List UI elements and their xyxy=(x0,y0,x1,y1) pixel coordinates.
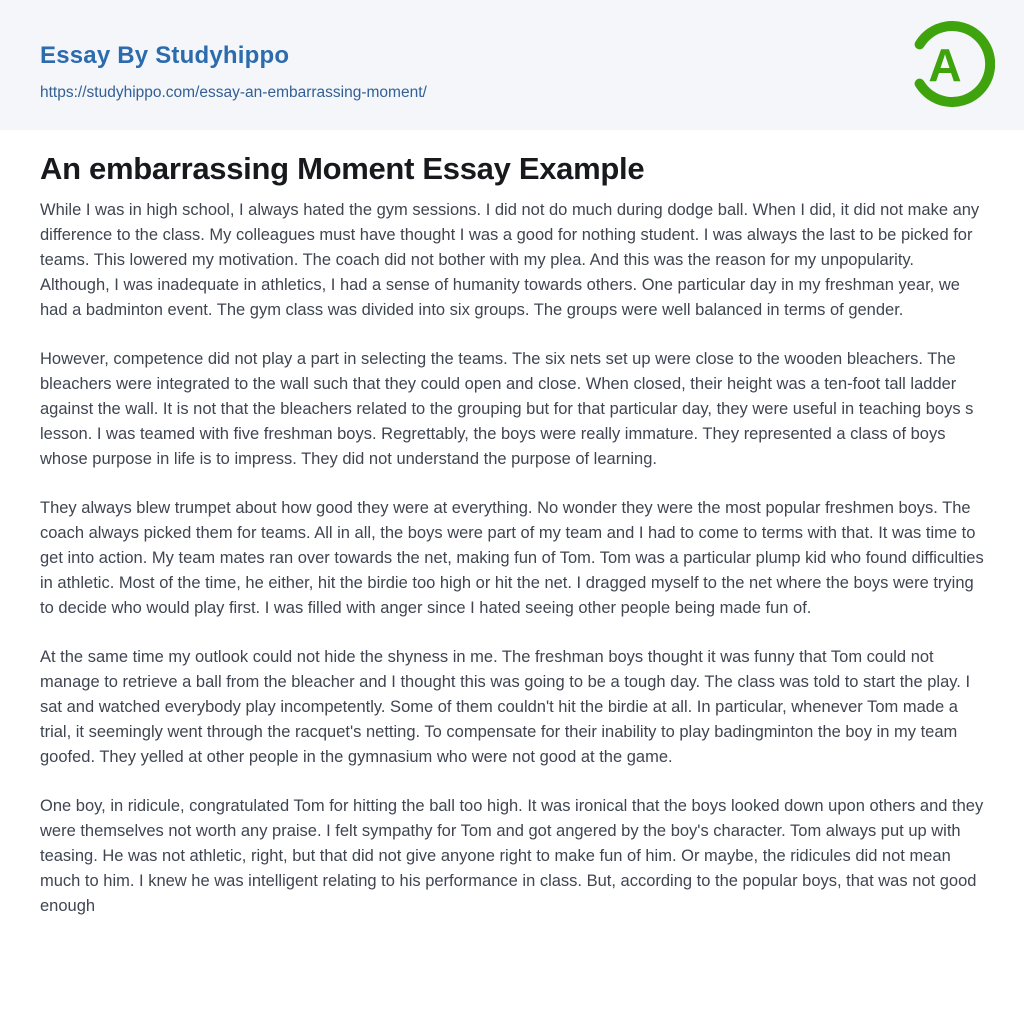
essay-paragraph-3: They always blew trumpet about how good they were at everything. No wonder they were the most popular freshmen boys. The coach always picked them for teams. All in all, the boys were part of my team and I had to come to terms with that. It was time to get into action. My team mates ran over towards the net, making fun of Tom. Tom was a particular plump kid who found difficulties in athletic. Most of the time, he either, hit the birdie too high or hit the net. I dragged myself to the net where the boys were trying to decide who would play first. I was filled with anger since I hated seeing other people being made fun of. xyxy=(40,499,984,617)
essay-paragraph-2: However, competence did not play a part in selecting the teams. The six nets set up were close to the wooden bleachers. The bleachers were integrated to the wall such that they could open and close. When closed, their height was a ten-foot tall ladder against the wall. It is not that the bleachers related to the grouping but for that particular day, they were useful in teaching boys s lesson. I was teamed with five freshman boys. Regrettably, the boys were really immature. They represented a class of boys whose purpose in life is to impress. They did not understand the purpose of learning. xyxy=(40,350,974,468)
page-header xyxy=(0,0,1024,130)
essay-paragraph-4: At the same time my outlook could not hide the shyness in me. The freshman boys thought it was funny that Tom could not manage to retrieve a ball from the bleacher and I thought this was going to be a tough day. The class was told to start the play. I sat and watched everybody play incompetently. Some of them couldn't hit the birdie at all. In particular, whenever Tom made a trial, it seemingly went through the racquet's netting. To compensate for their inability to play badingminton the boy in my team goofed. They yelled at other people in the gymnasium who were not good at the game. xyxy=(40,648,971,766)
article-heading: An embarrassing Moment Essay Example xyxy=(40,151,645,186)
source-url-link[interactable]: https://studyhippo.com/essay-an-embarrassing-moment/ xyxy=(40,84,427,101)
article-body xyxy=(0,130,1024,919)
studyhippo-logo-icon xyxy=(909,21,995,107)
essay-paragraph-1: While I was in high school, I always hated the gym sessions. I did not do much during dodge ball. When I did, it did not make any difference to the class. My colleagues must have thought I was a good for nothing student. I was always the last to be picked for teams. This lowered my motivation. The coach did not bother with my plea. And this was the reason for my unpopularity. Although, I was inadequate in athletics, I had a sense of humanity towards others. One particular day in my freshman year, we had a badminton event. The gym class was divided into six groups. The groups were well balanced in terms of gender. xyxy=(40,201,980,319)
brand-title: Essay By Studyhippo xyxy=(40,42,290,69)
essay-paragraph-5: One boy, in ridicule, congratulated Tom for hitting the ball too high. It was ironical that the boys looked down upon others and they were themselves not worth any praise. I felt sympathy for Tom and got angered by the boy's character. Tom always put up with teasing. He was not athletic, right, but that did not give anyone right to make fun of him. Or maybe, the ridicules did not mean much to him. I knew he was intelligent relating to his performance in class. But, according to the popular boys, that was not good enough xyxy=(40,797,984,915)
logo-letter: A xyxy=(928,39,962,91)
